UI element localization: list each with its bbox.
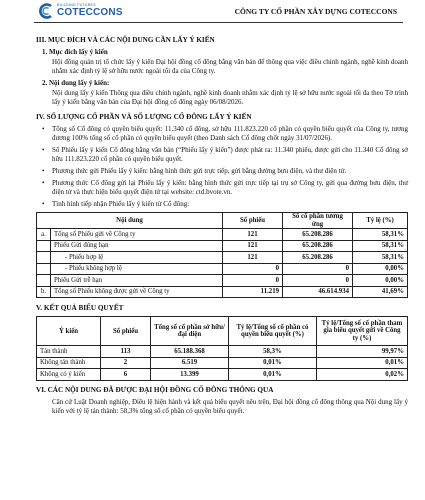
row-votes: 0 xyxy=(223,275,283,287)
row-index xyxy=(37,263,51,275)
row-votes: 121 xyxy=(223,229,283,241)
section-4-bullet-3: • Phương thức gửi Phiếu lấy ý kiến: bằng hình thức gửi trực tiếp, gửi bằng đường bưu điện, và thư điện tử. xyxy=(42,167,347,175)
section-6-title: VI. CÁC NỘI DUNG ĐÃ ĐƯỢC ĐẠI HỘI ĐỒNG CỔ ĐÔNG THÔNG QUA xyxy=(36,385,274,394)
section-4-bullet-2: • Số Phiếu lấy ý kiến Cổ đông bằng văn bản (“Phiếu lấy ý kiến”) được phát ra: 11.340 phiếu, được gửi cho 11.340 Cổ đông sở hữu 111.823.220 cổ phần có quyền biểu quyết. xyxy=(42,146,408,163)
column-header: Số cổ phần tương ứng xyxy=(283,213,353,229)
row-shares: 46.614.934 xyxy=(283,286,353,298)
table-row xyxy=(37,357,408,369)
row-index xyxy=(37,240,51,252)
table-row xyxy=(37,369,408,381)
row-label: Phiếu Gửi trễ hạn xyxy=(51,275,223,287)
row-votes: 121 xyxy=(223,252,283,264)
table-header-row xyxy=(37,213,408,229)
row-label: Tổng số Phiếu gửi về Công ty xyxy=(51,229,223,241)
table-row xyxy=(37,263,408,275)
row-label: Tổng số Phiếu không được gửi về Công ty xyxy=(51,286,223,298)
table-row xyxy=(37,346,408,358)
section-3-item-2-title: 2. Nội dung lấy ý kiến: xyxy=(42,79,110,87)
row-votes: 2 xyxy=(101,357,151,369)
section-4-bullet-5: • Tình hình tiếp nhận Phiếu lấy ý kiến từ Cổ đông: xyxy=(42,200,190,208)
section-3-item-1-text: Hội đồng quản trị tổ chức lấy ý kiến Đại hội đồng cổ đông bằng văn bản để thông qua việc điều chỉnh ngành, nghề kinh doanh nhằm xác định tỷ lệ sở hữu nước ngoài tối đa của Công ty. xyxy=(52,58,408,75)
row-percent-2: 0,01% xyxy=(317,357,408,369)
table-header-row xyxy=(37,317,408,346)
row-shares: 65.208.286 xyxy=(283,240,353,252)
row-index xyxy=(37,252,51,264)
section-4-title: IV. SỐ LƯỢNG CỔ PHẦN VÀ SỐ LƯỢNG CỔ ĐÔNG LẤY Ý KIẾN xyxy=(36,113,252,121)
row-shares: 6.519 xyxy=(151,357,229,369)
logo-mark-icon xyxy=(38,3,54,19)
table-row xyxy=(37,229,408,241)
row-label: Không tán thành xyxy=(37,357,101,369)
row-label: Không có ý kiến xyxy=(37,369,101,381)
section-5-title: V. KẾT QUẢ BIỂU QUYẾT xyxy=(36,304,124,312)
row-shares: 0 xyxy=(283,275,353,287)
column-header: Tỷ lệ (%) xyxy=(353,213,408,229)
row-index: a. xyxy=(37,229,51,241)
row-index: b. xyxy=(37,286,51,298)
row-votes: 11.219 xyxy=(223,286,283,298)
section-4-bullet-1: • Tổng số Cổ đông có quyền biểu quyết: 11.340 cổ đông, sở hữu 111.823.220 cổ phần có quyền biểu quyết của Công ty, tương đương 100% tổng số cổ phần có quyền biểu quyết (theo Danh sách Cổ đông chốt ngày 31/07/2026). xyxy=(42,125,408,142)
column-header: Tỷ lệ/Tổng số cổ phần có quyền biểu quyết (%) xyxy=(229,317,317,346)
row-label: Tán thành xyxy=(37,346,101,358)
row-shares: 65.208.286 xyxy=(283,229,353,241)
row-shares: 65.208.286 xyxy=(283,252,353,264)
row-votes: 113 xyxy=(101,346,151,358)
table-row xyxy=(37,252,408,264)
column-header: Số phiếu xyxy=(223,213,283,229)
column-header: Tổng số cổ phần sở hữu/ đại diện xyxy=(151,317,229,346)
column-header: Số phiếu xyxy=(101,317,151,346)
row-percent: 0,00% xyxy=(353,263,408,275)
row-votes: 6 xyxy=(101,369,151,381)
voting-result-table xyxy=(36,316,408,381)
row-percent-2: 99,97% xyxy=(317,346,408,358)
table-row xyxy=(37,275,408,287)
column-header: Tỷ lệ/Tổng số cổ phần tham gia biểu quyết gửi về Công ty (%) xyxy=(317,317,408,346)
row-label: - Phiếu không hợp lệ xyxy=(51,263,223,275)
row-percent-1: 0,01% xyxy=(229,369,317,381)
logo-tagline: BUILDING FUTURES xyxy=(57,3,96,8)
row-index xyxy=(37,275,51,287)
row-votes: 121 xyxy=(223,240,283,252)
row-votes: 0 xyxy=(223,263,283,275)
section-3-item-2-text: Nội dung lấy ý kiến Thông qua điều chỉnh ngành, nghề kinh doanh nhằm xác định tỷ lệ sở hữu nước ngoài tối đa theo Tờ trình lấy ý kiến bằng văn bản của Đại hội đồng cổ đông ngày 06/08/2026. xyxy=(52,89,408,106)
row-percent-2: 0,02% xyxy=(317,369,408,381)
page-header xyxy=(0,0,425,22)
table-row xyxy=(37,286,408,298)
row-percent: 58,31% xyxy=(353,229,408,241)
document-body xyxy=(36,36,408,419)
row-percent: 41,69% xyxy=(353,286,408,298)
row-percent: 58,31% xyxy=(353,252,408,264)
row-percent: 0,00% xyxy=(353,275,408,287)
table-row xyxy=(37,240,408,252)
row-percent: 58,31% xyxy=(353,240,408,252)
section-3-item-1-title: 1. Mục đích lấy ý kiến xyxy=(42,48,108,56)
section-6-text: Căn cứ Luật Doanh nghiệp, Điều lệ hiện hành và kết quả biểu quyết nêu trên, Đại hội đồng cổ đông thông qua Nội dung lấy ý kiến với tỷ lệ tán thành: 58,3% tổng số cổ phần có quyền biểu quyết. xyxy=(52,397,408,415)
row-shares: 13.399 xyxy=(151,369,229,381)
column-header: Nội dung xyxy=(37,213,223,229)
row-shares: 0 xyxy=(283,263,353,275)
column-header: Ý kiến xyxy=(37,317,101,346)
logo-name: COTECCONS xyxy=(57,6,123,18)
company-name: CÔNG TY CỔ PHẦN XÂY DỰNG COTECCONS xyxy=(234,7,397,16)
ballot-receipt-table xyxy=(36,212,408,298)
row-label: Phiếu Gửi đúng hạn xyxy=(51,240,223,252)
row-percent-1: 58,3% xyxy=(229,346,317,358)
section-3-title: III. MỤC ĐÍCH VÀ CÁC NỘI DUNG CẦN LẤY Ý KIẾN xyxy=(36,36,215,44)
section-4-bullet-4: • Phương thức Cổ đông gửi lại Phiếu lấy ý kiến: bằng hình thức gửi trực tiếp tại trụ sở Công ty, gửi qua đường bưu điện, thư điện tử và thực hiện biểu quyết điện tử tại website: ctd.bvote.vn. xyxy=(42,179,408,196)
row-shares: 65.188.368 xyxy=(151,346,229,358)
row-label: - Phiếu hợp lệ xyxy=(51,252,223,264)
header-divider xyxy=(34,22,403,23)
company-logo xyxy=(38,3,123,19)
row-percent-1: 0,01% xyxy=(229,357,317,369)
